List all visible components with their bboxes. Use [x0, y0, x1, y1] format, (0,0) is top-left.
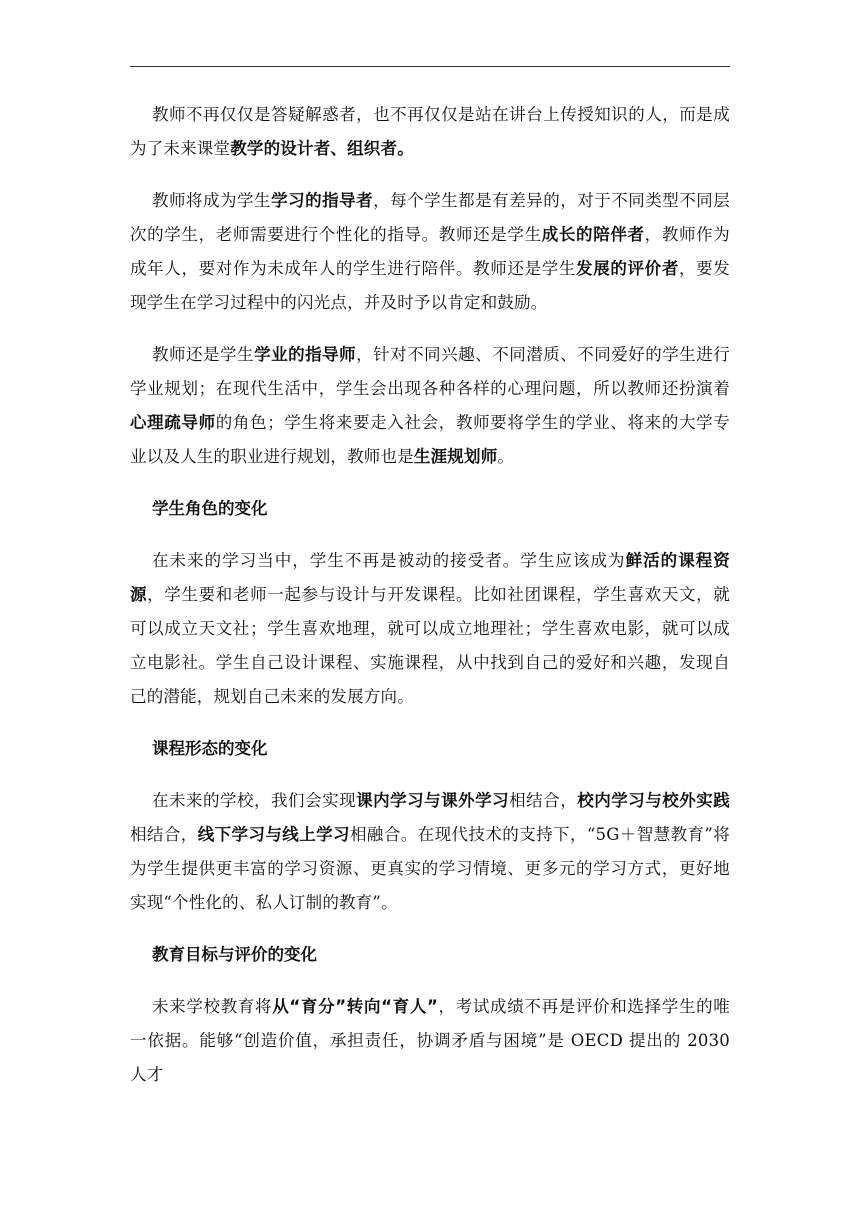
paragraph-goals-evaluation [130, 990, 730, 1092]
bold-text-run: 心理疏导师 [130, 413, 216, 432]
text-run: 教师不再仅仅是答疑解惑者，也不再仅仅是站在讲台上传授知识的人，而是成为了未来课堂 [130, 105, 730, 158]
document-body [130, 98, 730, 1092]
section-heading-curriculum: 课程形态的变化 [152, 739, 268, 758]
text-run: ，教师作为成年人，要对作为未成年人的学生进行陪伴。教师还是学生 [130, 225, 730, 278]
text-run: ，学生要和老师一起参与设计与开发课程。比如社团课程，学生喜欢天文，就可以成立天文社；学生喜欢地理，就可以成立地理社；学生喜欢电影，就可以成立电影社。学生自己设计课程、实施课程，从中找到自己的爱好和兴趣，发现自己的潜能，规划自己未来的发展方向。 [130, 585, 730, 706]
text-run: ，要发现学生在学习过程中的闪光点，并及时予以肯定和鼓励。 [130, 259, 730, 312]
paragraph-curriculum-forms [130, 784, 730, 920]
text-run: 相结合， [509, 791, 578, 810]
text-run: 教师将成为学生 [152, 191, 272, 210]
bold-text-run: 校内学习与校外实践 [577, 791, 730, 810]
bold-text-run: 从“育分”转向“育人” [272, 997, 439, 1016]
text-run: 在未来的学校，我们会实现 [152, 791, 357, 810]
text-run: 未来学校教育将 [152, 997, 273, 1016]
section-heading-goals: 教育目标与评价的变化 [152, 945, 317, 964]
bold-text-run: 发展的评价者 [576, 259, 679, 278]
text-run: 。 [497, 447, 515, 466]
paragraph-teacher-guide [130, 184, 730, 320]
bold-text-run: 成长的陪伴者 [541, 225, 645, 244]
bold-text-run: 学业的指导师 [254, 345, 357, 364]
paragraph-teacher-planner [130, 338, 730, 474]
paragraph-teacher-designer [130, 98, 730, 166]
text-run: ，针对不同兴趣、不同潜质、不同爱好的学生进行学业规划；在现代生活中，学生会出现各种各样的心理问题，所以教师还扮演着 [130, 345, 731, 398]
paragraph-student-resource [130, 544, 730, 714]
text-run: 相结合， [130, 825, 198, 844]
text-run: ，每个学生都是有差异的，对于不同类型不同层次的学生，老师需要进行个性化的指导。教师还是学生 [130, 191, 730, 244]
bold-text-run: 生涯规划师 [413, 447, 498, 466]
bold-text-run: 学习的指导者 [271, 191, 374, 210]
text-run: 相融合。在现代技术的支持下，“5G＋智慧教育”将为学生提供更丰富的学习资源、更真实的学习情境、更多元的学习方式，更好地实现“个性化的、私人订制的教育”。 [130, 825, 730, 912]
bold-text-run: 教学的设计者、组织者。 [230, 139, 414, 158]
bold-text-run: 鲜活的课程资源 [130, 551, 730, 604]
text-run: 在未来的学习当中，学生不再是被动的接受者。学生应该成为 [152, 551, 626, 570]
text-run: ，考试成绩不再是评价和选择学生的唯一依据。能够“创造价值，承担责任，协调矛盾与困境”是 OECD 提出的 2030 人才 [130, 997, 731, 1084]
bold-text-run: 线下学习与线上学习 [197, 825, 350, 844]
text-run: 教师还是学生 [152, 345, 255, 364]
bold-text-run: 课内学习与课外学习 [356, 791, 510, 810]
text-run: 的角色；学生将来要走入社会，教师要将学生的学业、将来的大学专业以及人生的职业进行规划，教师也是 [130, 413, 731, 466]
header-divider [130, 66, 730, 67]
section-heading-student-role: 学生角色的变化 [152, 499, 268, 518]
